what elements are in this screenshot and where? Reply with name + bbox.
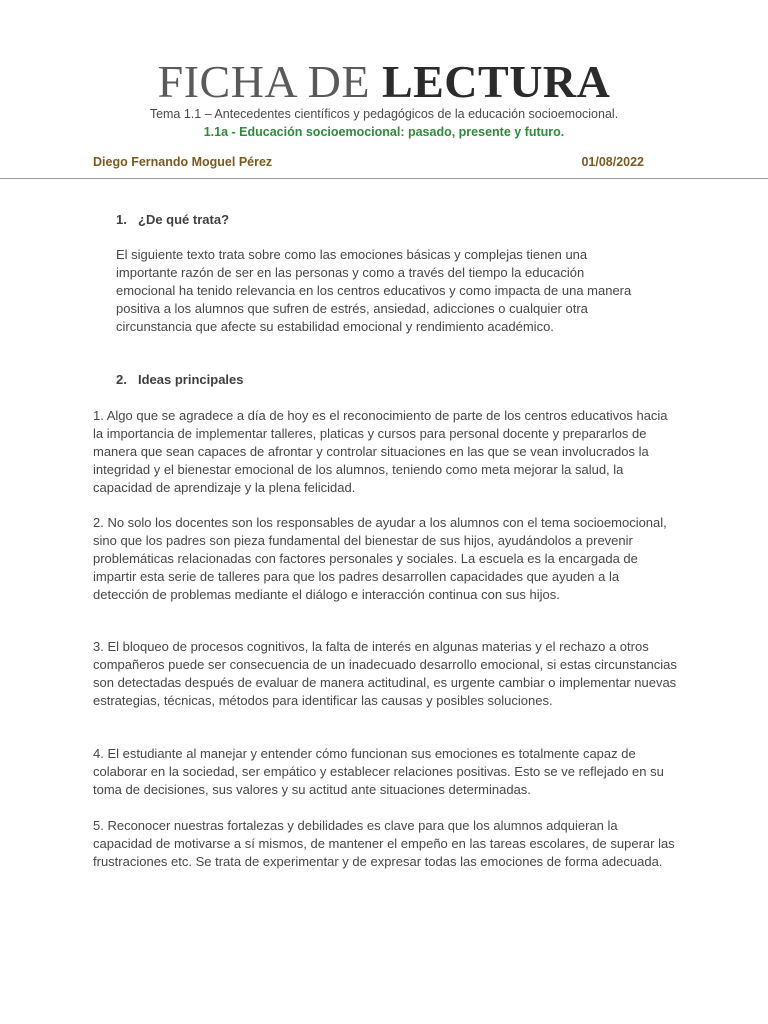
- section-heading-text: ¿De qué trata?: [138, 212, 230, 227]
- title-light: FICHA DE: [157, 56, 370, 107]
- subtopic-line: 1.1a - Educación socioemocional: pasado, presente y futuro.: [203, 125, 565, 139]
- section-heading-2: [116, 372, 244, 387]
- idea-paragraph-2: 2. No solo los docentes son los responsables de ayudar a los alumnos con el tema socioemocional, sino que los padres son pieza fundamental del bienestar de sus hijos, ayudándolos a prevenir problemáticas relacionadas con factores personales y sociales. La escuela es la encargada de impartir esta serie de talleres para que los padres desarrollen capacidades que ayuden a la detección de problemas mediante el diálogo e interacción continua con sus hijos.: [93, 515, 667, 602]
- document-date: 01/08/2022: [581, 155, 644, 169]
- topic-line: Tema 1.1 – Antecedentes científicos y pedagógicos de la educación socioemocional.: [149, 107, 619, 121]
- idea-paragraph-5: 5. Reconocer nuestras fortalezas y debilidades es clave para que los alumnos adquieran la capacidad de motivarse a sí mismos, de mantener el empeño en las tareas escolares, de superar las frustraciones etc. Se trata de experimentar y de expresar todas las emociones de forma adecuada.: [93, 818, 675, 869]
- author-name: Diego Fernando Moguel Pérez: [93, 155, 273, 169]
- idea-paragraph-4: 4. El estudiante al manejar y entender cómo funcionan sus emociones es totalmente capaz de colaborar en la sociedad, ser empático y establecer relaciones positivas. Esto se ve reflejado en su toma de decisiones, sus valores y su actitud ante situaciones determinadas.: [93, 746, 664, 797]
- section-1-body: El siguiente texto trata sobre como las emociones básicas y complejas tienen una importante razón de ser en las personas y como a través del tiempo la educación emocional ha tenido relevancia en los centros educativos y como impacta de una manera positiva a los alumnos que sufren de estrés, ansiedad, adicciones o cualquier otra circunstancia que afecte su estabilidad emocional y rendimiento académico.: [116, 247, 632, 334]
- section-number: 2.: [116, 372, 127, 387]
- section-number: 1.: [116, 212, 127, 227]
- document-title: [0, 56, 768, 108]
- section-heading-text: Ideas principales: [138, 372, 244, 387]
- idea-paragraph-3: 3. El bloqueo de procesos cognitivos, la falta de interés en algunas materias y el rechazo a otros compañeros puede ser consecuencia de un inadecuado desarrollo emocional, si estas circunstancias son detectadas después de evaluar de manera actitudinal, es urgente cambiar o implementar nuevas estrategias, técnicas, métodos para identificar las causas y posibles soluciones.: [93, 639, 677, 708]
- section-heading-1: [116, 212, 229, 227]
- header-divider: [0, 178, 768, 179]
- idea-paragraph-1: 1. Algo que se agradece a día de hoy es el reconocimiento de parte de los centros educativos hacia la importancia de implementar talleres, platicas y cursos para personal docente y prepararlos de manera que sean capaces de afrontar y controlar situaciones en las que se vean involucrados la integridad y el bienestar emocional de los alumnos, teniendo como meta mejorar la salud, la capacidad de aprendizaje y la plena felicidad.: [93, 408, 668, 495]
- title-bold: LECTURA: [381, 56, 611, 107]
